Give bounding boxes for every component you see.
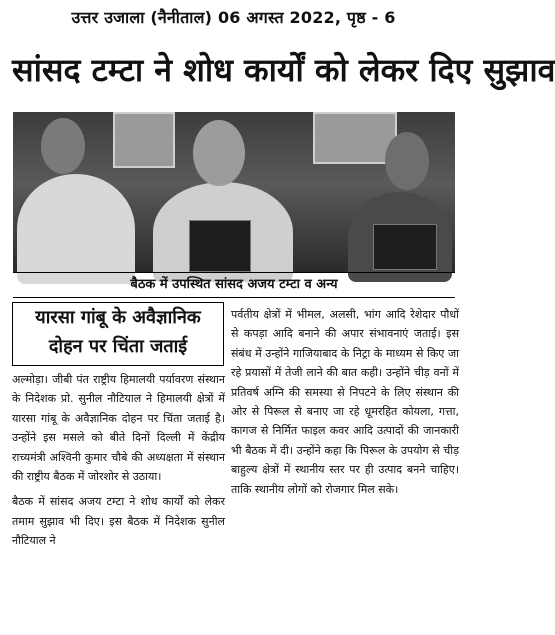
person-head [385, 132, 429, 190]
book-prop [373, 224, 437, 270]
subheadline-line-1: यारसा गांबू के अवैज्ञानिक [35, 307, 201, 328]
person-head [41, 118, 85, 174]
article-headline: सांसद टम्टा ने शोध कार्यों को लेकर दिए सुझाव [12, 51, 555, 89]
newspaper-masthead: उत्तर उजाला (नैनीताल) 06 अगस्त 2022, पृष्ठ - 6 [71, 8, 396, 27]
book-prop [189, 220, 251, 272]
news-photo [13, 112, 455, 272]
wall-portrait-frame [113, 112, 175, 168]
article-paragraph: बैठक में सांसद अजय टम्टा ने शोध कार्यों को लेकर तमाम सुझाव भी दिए। इस बैठक में निदेशक सुनील नौटियाल ने [12, 495, 225, 548]
article-paragraph: पर्वतीय क्षेत्रों में भीमल, अलसी, भांग आदि रेशेदार पौधों से कपड़ा आदि बनाने की अपार संभावनाएं जताई। इस संबंध में उन्होंने गाजियाबाद के निट्रा के माध्यम से किए जा रहे प्रयासों में तेजी लाने की बात कही। उन्होंने चीड़ वनों में प्रतिवर्ष अग्नि की समस्या से निपटने के लिए संस्थान की ओर से पिरूल से बनाए जा रहे धूमरहित कोयला, गत्ता, कागज से निर्मित फाइल कवर आदि उत्पादों की जानकारी भी बैठक में दी। उन्होंने कहा कि पिरूल के उपयोग से चीड़ बाहुल्य क्षेत्रों में स्थानीय स्तर पर ही उत्पाद बनने चाहिए। ताकि स्थानीय लोगों को रोजगार मिल सके। [231, 308, 459, 496]
person-head [193, 120, 245, 186]
subheadline-line-2: दोहन पर चिंता जताई [48, 336, 188, 357]
photo-caption: बैठक में उपस्थित सांसद अजय टम्टा व अन्य [13, 272, 455, 298]
person-silhouette [17, 174, 135, 284]
article-column-left [12, 370, 225, 551]
article-subheadline [12, 302, 224, 366]
article-paragraph: अल्मोड़ा। जीबी पंत राष्ट्रीय हिमालयी पर्यावरण संस्थान के निदेशक प्रो. सुनील नौटियाल ने हिमालयी क्षेत्रों में यारसा गांबू के अवैज्ञानिक दोहन पर चिंता जताई है। उन्होंने इस मसले को बीते दिनों दिल्ली में केंद्रीय राच्यमंत्री अश्विनी कुमार चौबे की अध्यक्षता में संस्थान की राष्ट्रीय बैठक में जोरशोर से उठाया। [12, 373, 225, 484]
article-column-right [231, 305, 459, 499]
